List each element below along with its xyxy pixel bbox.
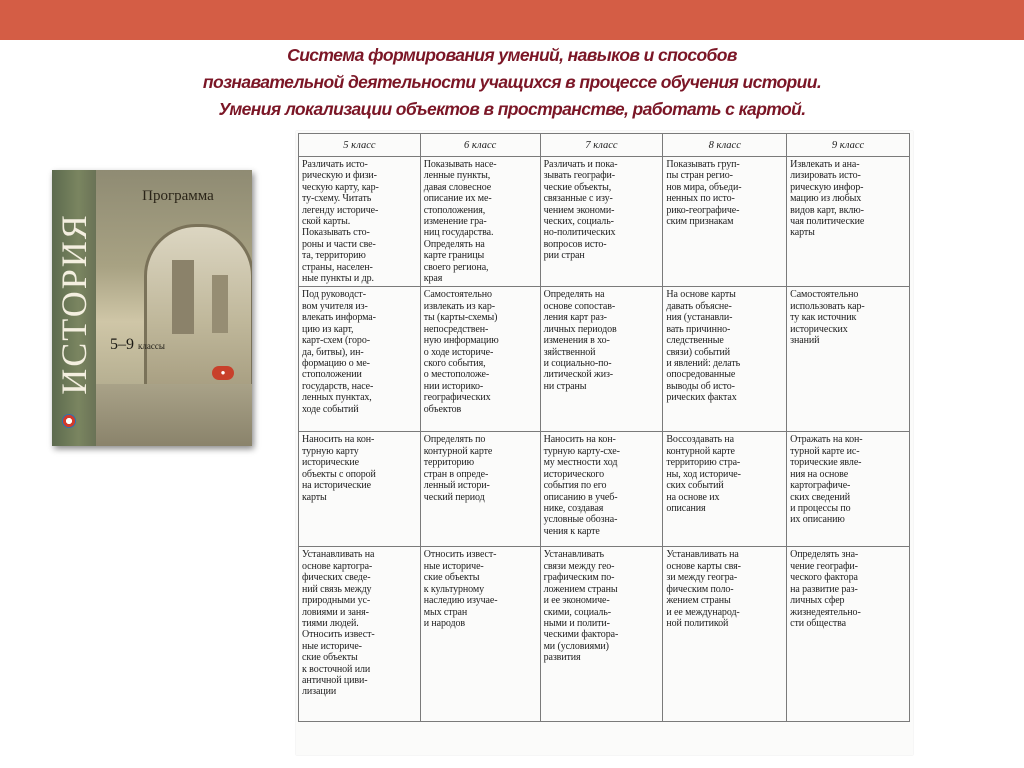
table-cell: Устанавливать на основе картогра- фических сведе- ний связь между природными ус- ловиями и заня- тиями людей. Относить извест- ные историче- ские объекты к восточной или античной циви- лизации — [299, 547, 421, 722]
table-row — [299, 157, 910, 287]
slide-title — [100, 42, 924, 123]
cover-badge-icon: ● — [212, 366, 234, 380]
spine-title: ИСТОРИЯ — [54, 213, 94, 395]
header-grade-9: 9 класс — [787, 134, 910, 157]
table-cell: Определять по контурной карте территорию стран в опреде- ленный истори- ческий период — [420, 432, 540, 547]
table-row — [299, 287, 910, 432]
grades-range: 5–9 — [110, 336, 134, 353]
table-cell: Устанавливать на основе карты свя- зи между геогра- фическим поло- жением страны и ее международ- ной политикой — [663, 547, 787, 722]
table-cell: Различать и пока- зывать географи- ческие объекты, связанные с изу- чением экономи- ческих, социаль- но-политических вопросов исто- рии стран — [540, 157, 663, 287]
header-grade-8: 8 класс — [663, 134, 787, 157]
table-cell: Самостоятельно использовать кар- ту как источник исторических знаний — [787, 287, 910, 432]
table-cell: Наносить на кон- турную карту-схе- му местности ход исторического события по его описанию в учеб- нике, создавая условные обозна- чения к карте — [540, 432, 663, 547]
table-cell: Определять зна- чение географи- ческого фактора на развитие раз- личных сфер жизнедеятельно- сти общества — [787, 547, 910, 722]
book-spine — [52, 170, 96, 446]
table-cell: Показывать груп- пы стран регио- нов мира, объеди- ненных по исто- рико-географиче- ским признакам — [663, 157, 787, 287]
scanned-table-image — [296, 131, 913, 755]
top-accent-bar — [0, 0, 1024, 40]
title-line-2: познавательной деятельности учащихся в процессе обучения истории. — [202, 72, 822, 92]
header-grade-5: 5 класс — [299, 134, 421, 157]
header-row — [299, 134, 910, 157]
cover-tower — [172, 260, 194, 334]
cover-arch — [144, 224, 252, 390]
table-row — [299, 432, 910, 547]
table-cell: Извлекать и ана- лизировать исто- рическую инфор- мацию из любых видов карт, вклю- чая политические карты — [787, 157, 910, 287]
table-cell: На основе карты давать объясне- ния (устанавли- вать причинно- следственные связи) событий и явлений: делать опосредованные выводы об исто- рических фактах — [663, 287, 787, 432]
cover-grades — [110, 336, 165, 354]
header-grade-6: 6 класс — [420, 134, 540, 157]
table-cell: Отражать на кон- турной карте ис- торические явле- ния на основе картографиче- ских сведений и процессы по их описанию — [787, 432, 910, 547]
skills-table — [298, 133, 910, 722]
cover-tower-2 — [212, 275, 228, 333]
table-row — [299, 547, 910, 722]
table-cell: Устанавливать связи между гео- графическим по- ложением страны и ее экономиче- скими, социаль- ными и полити- ческими фактора- ми (условиями) развития — [540, 547, 663, 722]
book-cover-image — [52, 170, 252, 446]
table-cell: Наносить на кон- турную карту исторические объекты с опорой на исторические карты — [299, 432, 421, 547]
publisher-logo-icon — [62, 414, 76, 428]
table-cell: Различать исто- рическую и физи- ческую карту, кар- ту-схему. Читать легенду историче- ской карты. Показывать сто- роны и части све- та, территорию страны, населен- ные пункты и др. — [299, 157, 421, 287]
table-cell: Относить извест- ные историче- ские объекты к культурному наследию изучае- мых стран и народов — [420, 547, 540, 722]
cover-ground — [96, 384, 252, 446]
table-cell: Под руководст- вом учителя из- влекать информа- цию из карт, карт-схем (горо- да, битвы), ин- формацию о ме- стоположении государств, насе- ленных пунктах, ходе событий — [299, 287, 421, 432]
title-line-3: Умения локализации объектов в пространстве, работать с картой. — [218, 99, 806, 119]
cover-program-label: Программа — [142, 188, 214, 204]
grades-suffix: классы — [138, 341, 165, 351]
table-cell: Самостоятельно извлекать из кар- ты (карты-схемы) непосредствен- ную информацию о ходе историче- ского события, о местоположе- нии историко- географических объектов — [420, 287, 540, 432]
title-line-1: Система формирования умений, навыков и способов — [287, 45, 737, 65]
table-cell: Воссоздавать на контурной карте территорию стра- ны, ход историче- ских событий на основе их описания — [663, 432, 787, 547]
table-cell: Показывать насе- ленные пункты, давая словесное описание их ме- стоположения, изменение гра- ниц государства. Определять на карте границы своего региона, края — [420, 157, 540, 287]
table-cell: Определять на основе сопостав- ления карт раз- личных периодов изменения в хо- зяйственной и социально-по- литической жиз- ни страны — [540, 287, 663, 432]
header-grade-7: 7 класс — [540, 134, 663, 157]
